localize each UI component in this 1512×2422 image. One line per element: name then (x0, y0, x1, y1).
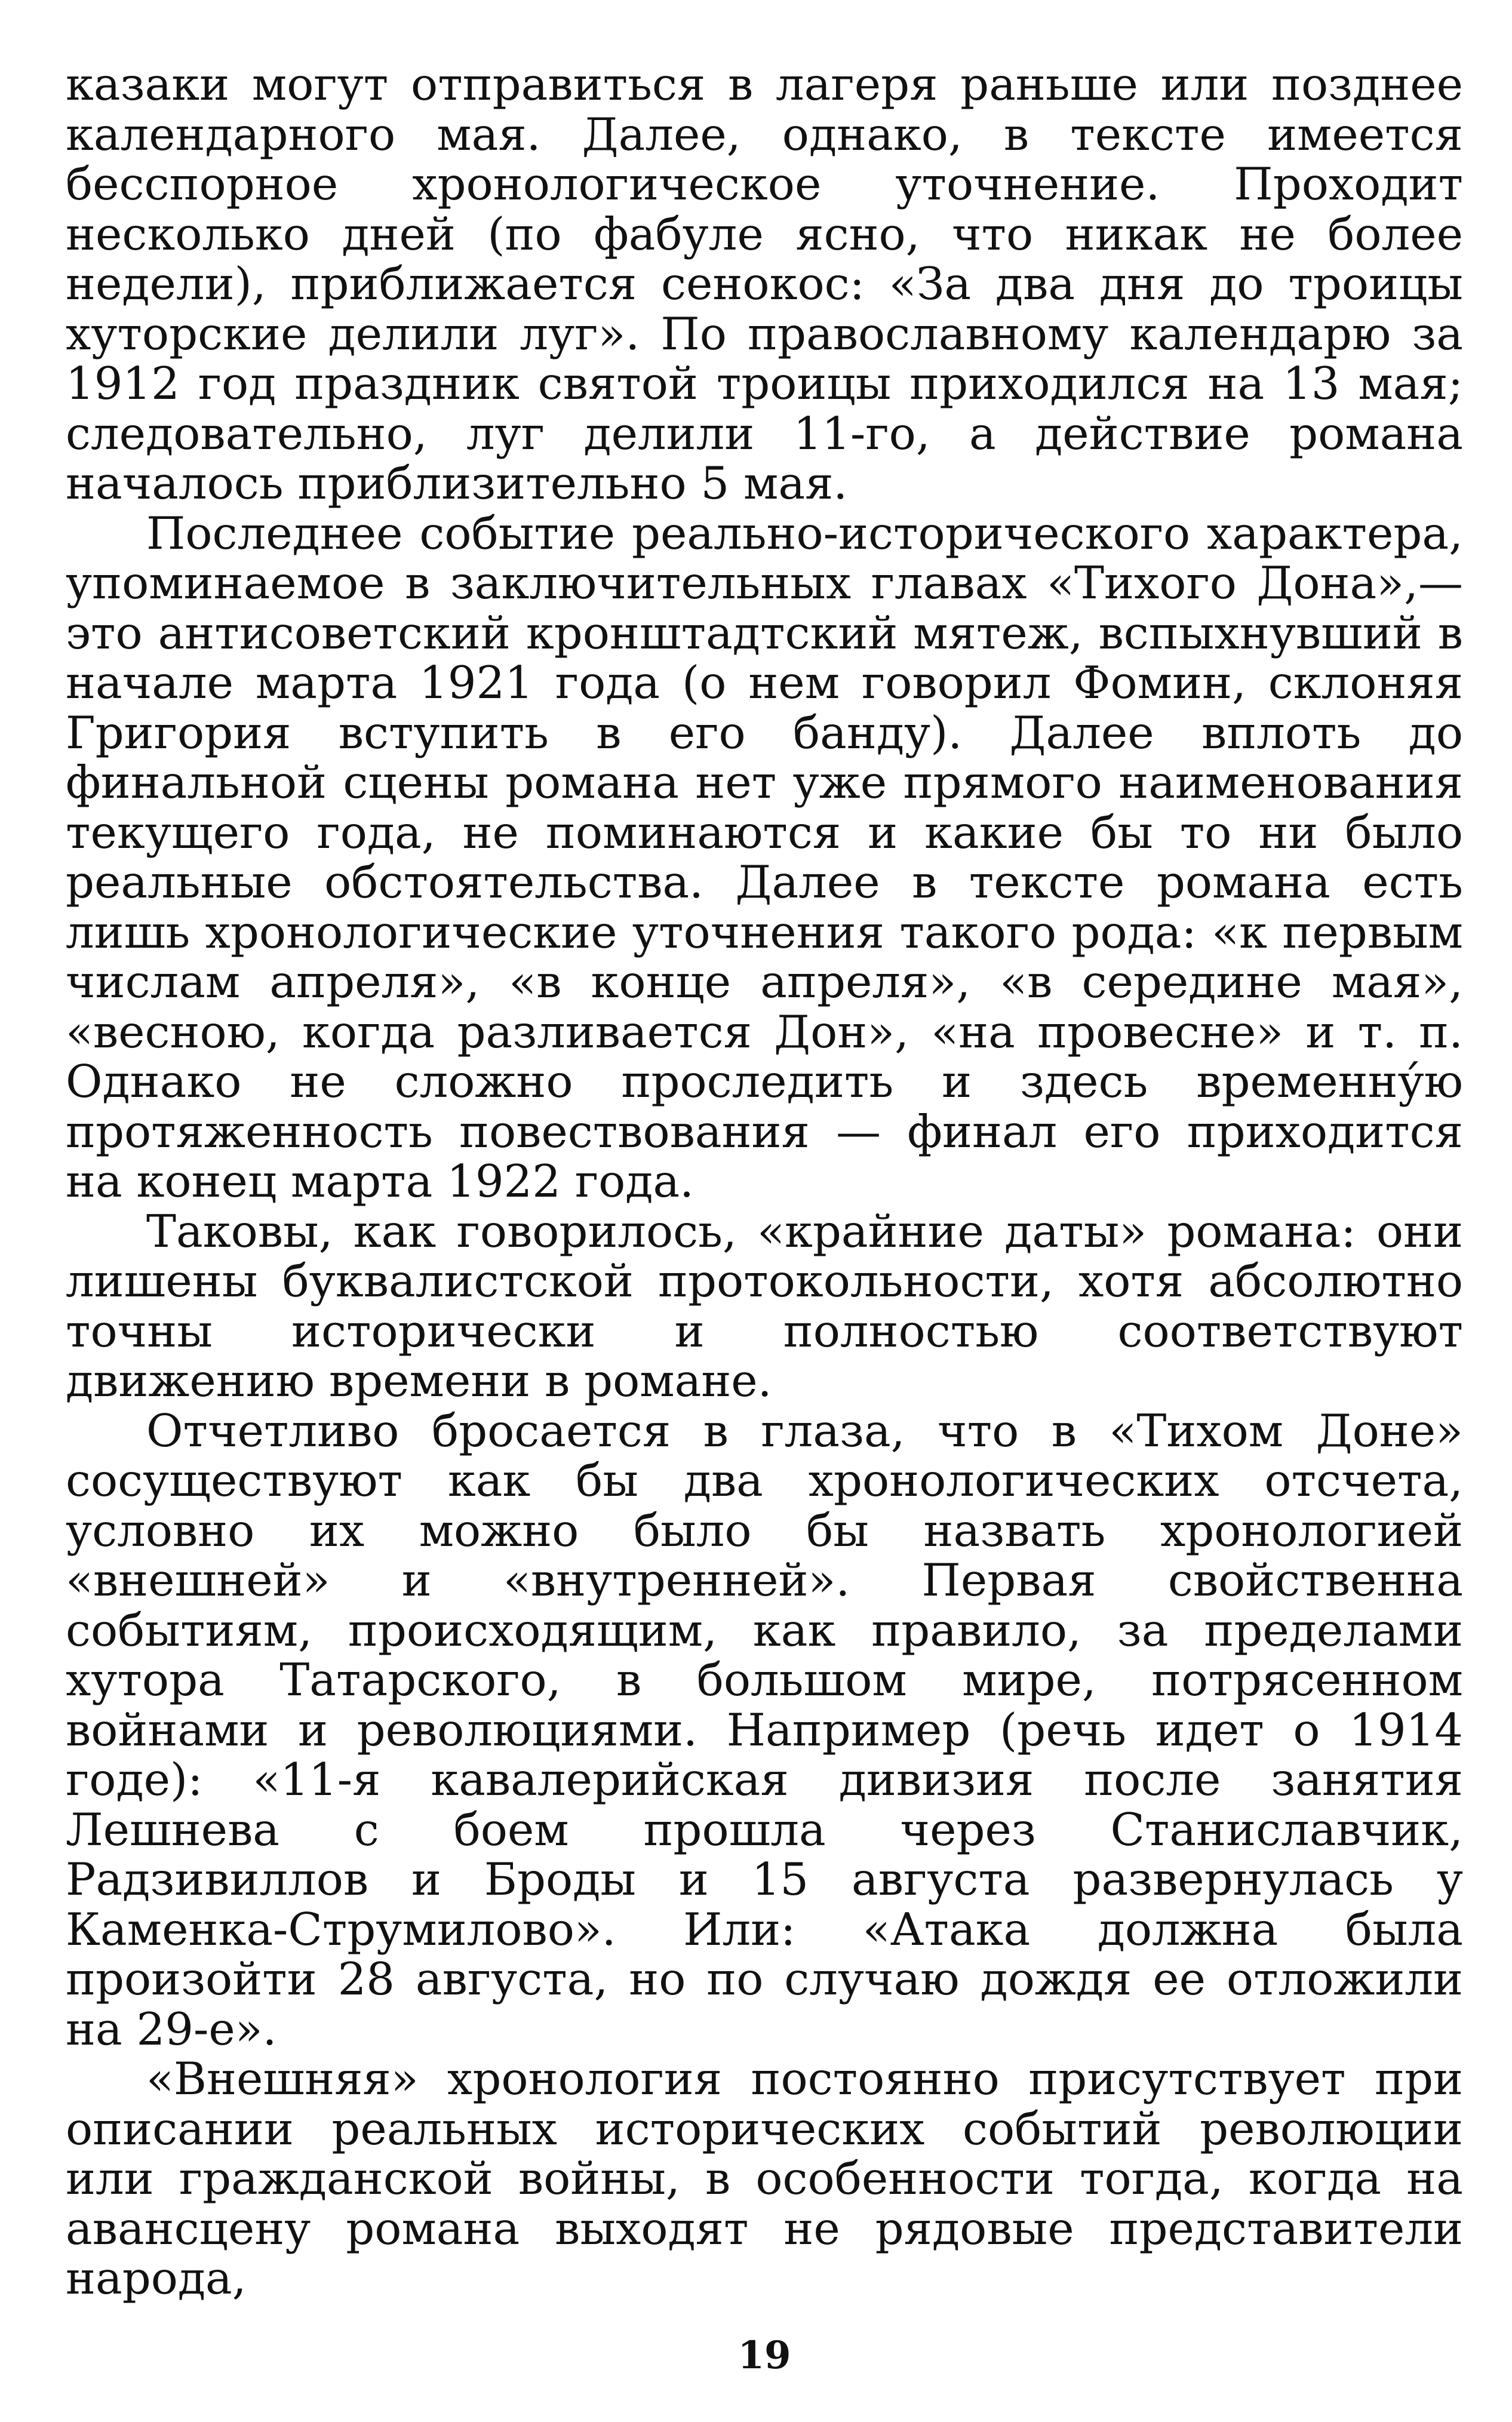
page-text (66, 60, 1463, 2304)
paragraph: «Внешняя» хронология постоянно присутствует при описании реальных исторических событий революции или гражданской войны, в особенности тогда, когда на авансцену романа выходят не рядовые представители народа, (66, 2052, 1463, 2304)
paragraph: Отчетливо бросается в глаза, что в «Тихом Доне» сосуществуют как бы два хронологических отсчета, условно их можно было бы назвать хронологией «внешней» и «внутренней». Первая свойственна событиям, происходящим, как правило, за пределами хутора Татарского, в большом мире, потрясенном войнами и революциями. Например (речь идет о 1914 годе): «11-я кавалерийская дивизия после занятия Лешнева с боем прошла через Станиславчик, Радзивиллов и Броды и 15 августа развернулась у Каменка-Струмилово». Или: «Атака должна была произойти 28 августа, но по случаю дождя ее отложили на 29-е». (66, 1404, 1463, 2055)
paragraph: Последнее событие реально-исторического характера, упоминаемое в заключительных главах «Тихого Дона»,— это антисоветский кронштадтский мятеж, вспыхнувший в начале марта 1921 года (о нем говорил Фомин, склоняя Григория вступить в его банду). Далее вплоть до финальной сцены романа нет уже прямого наименования текущего года, не поминаются и какие бы то ни было реальные обстоятельства. Далее в тексте романа есть лишь хронологические уточнения такого рода: «к первым числам апреля», «в конце апреля», «в середине мая», «весною, когда разливается Дон», «на провесне» и т. п. Однако не сложно проследить и здесь временну́ю протяженность повествования — финал его приходится на конец марта 1922 года. (66, 506, 1463, 1207)
paragraph: Таковы, как говорилось, «крайние даты» романа: они лишены буквалистской протокольности, хотя абсолютно точны исторически и полностью соответствуют движению времени в романе. (66, 1204, 1463, 1407)
book-page (66, 60, 1463, 2412)
page-number: 19 (737, 2333, 791, 2378)
paragraph-continuation: казаки могут отправиться в лагеря раньше или позднее календарного мая. Далее, однако, в тексте имеется бесспорное хронологическое уточнение. Проходит несколько дней (по фабуле ясно, что никак не более недели), приближается сенокос: «За два дня до троицы хуторские делили луг». По православному календарю за 1912 год праздник святой троицы приходился на 13 мая; следовательно, луг делили 11-го, а действие романа началось приблизительно 5 мая. (66, 58, 1463, 509)
